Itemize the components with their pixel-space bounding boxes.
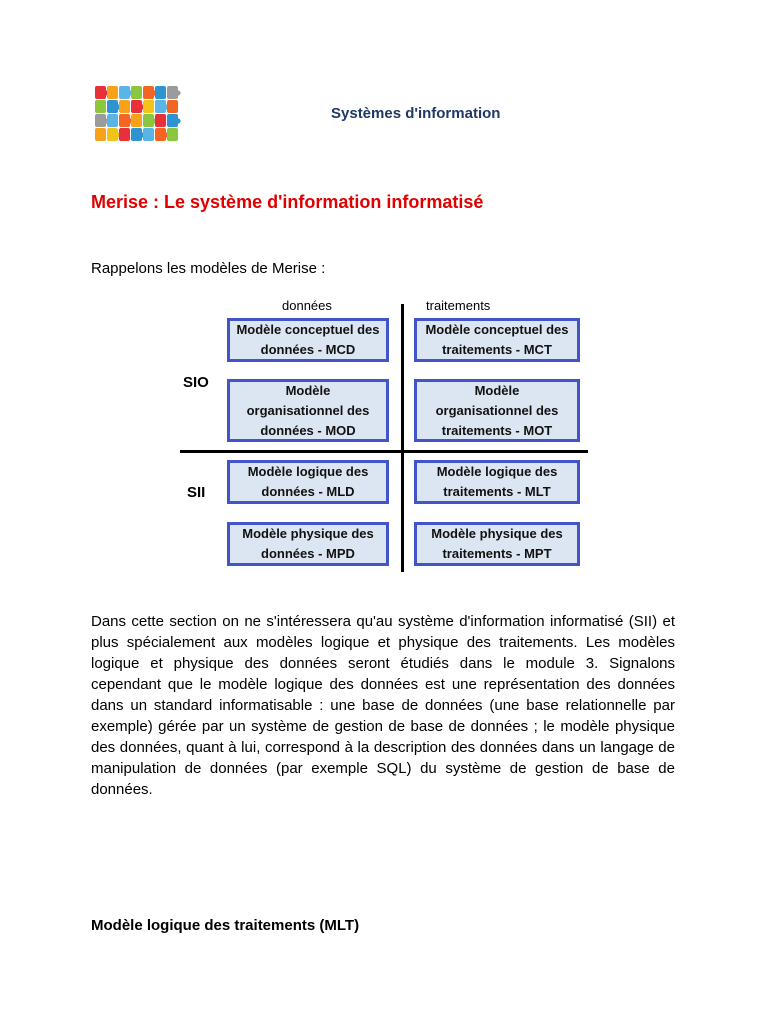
puzzle-logo xyxy=(93,84,183,144)
body-paragraph: Dans cette section on ne s'intéressera qu'au système d'information informatisé (SII) et plus spécialement aux modèles logique et physique des traitements. Les modèles logique et physique des données seront étudiés dans le module 3. Signalons cependant que le modèle logique des données est une représentation des données dans un standard informatisable : une base de données (une base relationnelle par exemple) gérée par un système de gestion de base de données ; le modèle physique des données, quant à lui, correspond à la description des données dans un langage de manipulation de données (par exemple SQL) du système de gestion de base de données. xyxy=(91,613,675,798)
puzzle-piece xyxy=(143,100,154,113)
puzzle-piece xyxy=(155,114,166,127)
puzzle-knob xyxy=(175,118,180,123)
intro-text: Rappelons les modèles de Merise : xyxy=(91,260,326,277)
box-mlt: Modèle logique des traitements - MLT xyxy=(414,460,580,504)
box-mcd: Modèle conceptuel des données - MCD xyxy=(227,318,389,362)
puzzle-piece xyxy=(107,86,118,99)
horizontal-divider xyxy=(180,450,588,453)
puzzle-piece xyxy=(119,128,130,141)
column-label-donnees: données xyxy=(282,298,332,313)
puzzle-knob xyxy=(175,90,180,95)
box-mld: Modèle logique des données - MLD xyxy=(227,460,389,504)
box-mpt: Modèle physique des traitements - MPT xyxy=(414,522,580,566)
puzzle-piece xyxy=(95,100,106,113)
section-heading: Modèle logique des traitements (MLT) xyxy=(91,917,360,934)
puzzle-piece xyxy=(107,114,118,127)
box-mot: Modèle organisationnel des traitements - MOT xyxy=(414,379,580,442)
vertical-divider xyxy=(401,304,404,572)
row-label-sii: SII xyxy=(187,484,206,501)
puzzle-piece xyxy=(95,128,106,141)
puzzle-piece xyxy=(167,128,178,141)
box-mpd: Modèle physique des données - MPD xyxy=(227,522,389,566)
puzzle-piece xyxy=(155,86,166,99)
page-title: Merise : Le système d'information informatisé xyxy=(91,192,484,212)
puzzle-piece xyxy=(167,100,178,113)
box-mod: Modèle organisationnel des données - MOD xyxy=(227,379,389,442)
puzzle-piece xyxy=(131,86,142,99)
puzzle-piece xyxy=(119,100,130,113)
puzzle-piece xyxy=(143,128,154,141)
row-label-sio: SIO xyxy=(183,374,209,391)
column-label-traitements: traitements xyxy=(426,298,491,313)
header-title: Systèmes d'information xyxy=(331,105,501,122)
box-mct: Modèle conceptuel des traitements - MCT xyxy=(414,318,580,362)
puzzle-piece xyxy=(131,114,142,127)
